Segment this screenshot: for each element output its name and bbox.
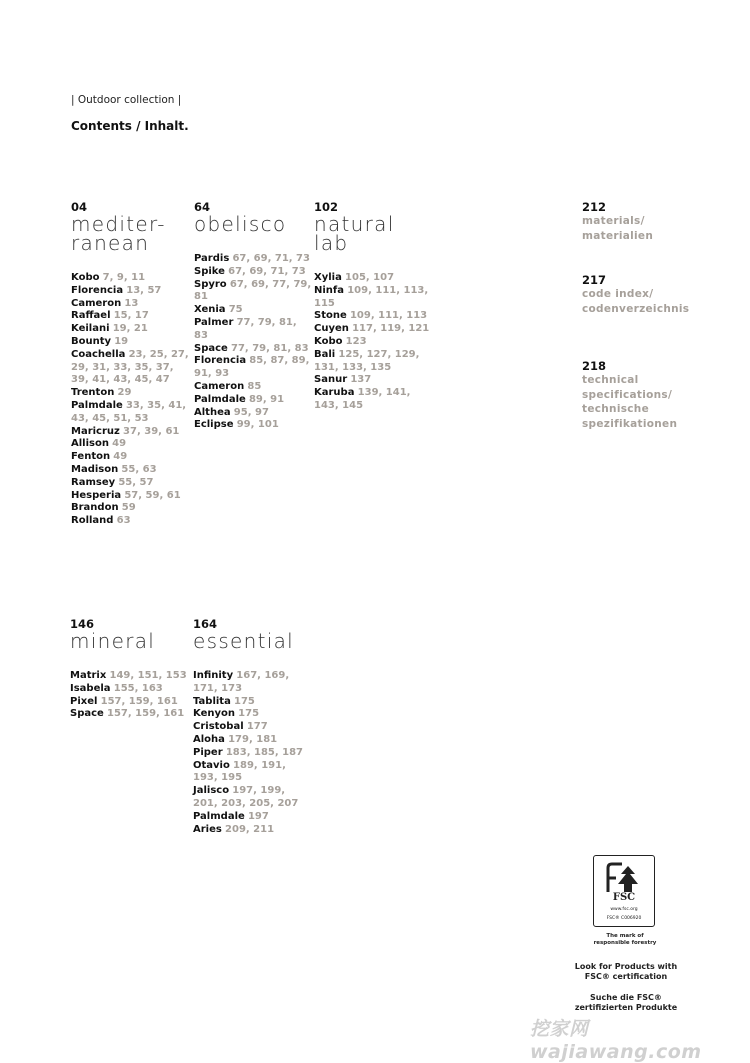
- list-item: [194, 266, 312, 279]
- list-item: [194, 317, 312, 343]
- list-item: [314, 387, 432, 413]
- product-list: [193, 670, 311, 836]
- page-numbers: 89, 91: [248, 393, 285, 405]
- section-number: 102: [314, 200, 339, 214]
- product-name: Coachella: [71, 348, 126, 360]
- list-item: [194, 381, 312, 394]
- page-numbers: 55, 57: [118, 476, 154, 488]
- page-numbers: 19, 21: [112, 323, 148, 335]
- product-name: Stone: [314, 310, 347, 322]
- product-list: [71, 272, 189, 528]
- list-item: [194, 304, 312, 317]
- list-item: [70, 670, 188, 683]
- list-item: [193, 721, 311, 734]
- product-name: Infinity: [193, 670, 234, 681]
- product-name: Keilani: [71, 323, 110, 335]
- list-item: [193, 708, 311, 721]
- collection-label: | Outdoor collection |: [71, 94, 182, 106]
- product-name: Florencia: [71, 284, 124, 296]
- list-item: [71, 426, 189, 439]
- product-list: [70, 670, 188, 721]
- section-mediterranean: [71, 201, 189, 528]
- list-item: [314, 323, 432, 336]
- section-number: 04: [71, 200, 88, 214]
- page-numbers: 183, 185, 187: [225, 746, 304, 758]
- list-item: [71, 400, 189, 426]
- page-numbers: 179, 181: [228, 733, 278, 745]
- product-name: Kobo: [71, 272, 100, 283]
- page-numbers: 63: [116, 515, 131, 527]
- sidebar-number: 218: [582, 359, 607, 373]
- product-name: Pardis: [194, 253, 230, 264]
- product-name: Cuyen: [314, 323, 349, 335]
- product-name: Xenia: [194, 304, 226, 316]
- product-list: [194, 253, 312, 432]
- list-item: [193, 811, 311, 824]
- product-name: Matrix: [70, 670, 107, 681]
- sidebar-technical-specs: [582, 360, 722, 431]
- page-numbers: 99, 101: [236, 419, 279, 431]
- section-number: 146: [70, 617, 95, 631]
- page-numbers: 85, 87, 89, 91, 93: [194, 355, 310, 380]
- product-name: Tablita: [193, 695, 231, 707]
- page-numbers: 49: [112, 438, 127, 450]
- page-numbers: 23, 25, 27, 29, 31, 33, 35, 37, 39, 41, 43, 45, 47: [71, 348, 189, 386]
- product-name: Trenton: [71, 387, 115, 399]
- product-name: Karuba: [314, 387, 355, 399]
- page-numbers: 123: [345, 335, 367, 347]
- product-name: Spyro: [194, 278, 227, 290]
- page-numbers: 7, 9, 11: [102, 272, 146, 283]
- page-numbers: 117, 119, 121: [352, 323, 430, 335]
- list-item: [193, 734, 311, 747]
- product-name: Bounty: [71, 335, 112, 347]
- product-name: Eclipse: [194, 419, 234, 431]
- page-numbers: 37, 39, 61: [123, 425, 180, 437]
- page-numbers: 33, 35, 41, 43, 45, 51, 53: [71, 399, 187, 424]
- list-item: [70, 696, 188, 709]
- list-item: [71, 451, 189, 464]
- page-numbers: 67, 69, 77, 79, 81: [194, 278, 312, 303]
- page-numbers: 109, 111, 113, 115: [314, 284, 429, 309]
- sidebar-materials: [582, 201, 722, 243]
- list-item: [314, 285, 432, 311]
- product-name: Cristobal: [193, 721, 244, 733]
- list-item: [70, 708, 188, 721]
- product-name: Bali: [314, 348, 336, 360]
- section-title: essential: [193, 629, 295, 653]
- list-item: [193, 824, 311, 837]
- product-name: Palmdale: [194, 393, 246, 405]
- list-item: [71, 349, 189, 387]
- product-name: Palmdale: [193, 810, 245, 822]
- product-name: Piper: [193, 746, 223, 758]
- list-item: [314, 272, 432, 285]
- page-numbers: 175: [238, 708, 260, 720]
- page-numbers: 109, 111, 113: [349, 310, 428, 322]
- sidebar-label: technical specifications/ technische spezifikationen: [582, 374, 678, 430]
- section-essential: [193, 618, 311, 836]
- product-name: Kenyon: [193, 708, 235, 720]
- list-item: [193, 785, 311, 811]
- fsc-note-en: Look for Products with FSC® certification: [574, 962, 678, 981]
- product-name: Cameron: [194, 380, 245, 392]
- page-numbers: 59: [121, 502, 136, 514]
- list-item: [194, 394, 312, 407]
- watermark: 挖家网 wajiawang.com: [530, 1018, 702, 1063]
- sidebar-number: 217: [582, 273, 607, 287]
- list-item: [194, 279, 312, 305]
- page-title: Contents / Inhalt.: [71, 119, 189, 133]
- page-numbers: 57, 59, 61: [124, 489, 181, 501]
- page-numbers: 29: [117, 387, 132, 399]
- list-item: [71, 272, 189, 285]
- product-name: Spike: [194, 265, 225, 277]
- product-name: Rolland: [71, 515, 114, 527]
- product-name: Aloha: [193, 733, 225, 745]
- section-natural-lab: [314, 201, 432, 413]
- product-name: Kobo: [314, 335, 343, 347]
- page-numbers: 15, 17: [113, 310, 149, 322]
- product-name: Hesperia: [71, 489, 122, 501]
- product-name: Isabela: [70, 682, 111, 694]
- section-number: 164: [193, 617, 218, 631]
- section-mineral: [70, 618, 188, 721]
- fsc-note-de: Suche die FSC® zertifizierten Produkte: [574, 993, 678, 1012]
- product-name: Palmer: [194, 316, 234, 328]
- page-numbers: 85: [247, 380, 262, 392]
- page-numbers: 175: [234, 695, 255, 707]
- list-item: [314, 310, 432, 323]
- list-item: [314, 374, 432, 387]
- page-numbers: 55, 63: [121, 463, 157, 475]
- list-item: [71, 323, 189, 336]
- fsc-logo: [593, 855, 655, 927]
- product-name: Space: [194, 342, 228, 354]
- product-name: Cameron: [71, 297, 122, 309]
- fsc-code: FSC® C006920: [606, 916, 642, 921]
- list-item: [71, 438, 189, 451]
- list-item: [70, 683, 188, 696]
- list-item: [71, 515, 189, 528]
- product-name: Ninfa: [314, 284, 345, 296]
- product-name: Otavio: [193, 759, 230, 771]
- product-name: Space: [70, 708, 104, 720]
- page-numbers: 209, 211: [225, 823, 275, 835]
- product-name: Raffael: [71, 310, 111, 322]
- page-numbers: 149, 151, 153: [109, 670, 187, 681]
- page-numbers: 67, 69, 71, 73: [232, 253, 310, 264]
- page-numbers: 157, 159, 161: [107, 708, 185, 720]
- product-name: Brandon: [71, 502, 119, 514]
- product-name: Pixel: [70, 695, 98, 707]
- list-item: [193, 747, 311, 760]
- product-name: Xylia: [314, 272, 342, 283]
- page-numbers: 197, 199, 201, 203, 205, 207: [193, 785, 299, 809]
- page-numbers: 77, 79, 81, 83: [231, 342, 309, 354]
- list-item: [193, 696, 311, 709]
- section-title: obelisco: [194, 212, 287, 236]
- list-item: [71, 285, 189, 298]
- product-name: Florencia: [194, 355, 247, 367]
- page-numbers: 137: [350, 374, 372, 386]
- list-item: [71, 387, 189, 400]
- page-numbers: 189, 191, 193, 195: [193, 759, 286, 784]
- section-title: mediter- ranean: [71, 212, 166, 255]
- product-name: Allison: [71, 438, 109, 450]
- page-numbers: 105, 107: [345, 272, 395, 283]
- page-numbers: 67, 69, 71, 73: [228, 265, 306, 277]
- page-numbers: 13: [124, 297, 139, 309]
- page-numbers: 177: [246, 721, 268, 733]
- list-item: [194, 355, 312, 381]
- list-item: [71, 502, 189, 515]
- product-name: Madison: [71, 463, 119, 475]
- product-name: Sanur: [314, 374, 348, 386]
- fsc-mark-text: The mark of responsible forestry: [593, 933, 657, 946]
- list-item: [71, 464, 189, 477]
- page-numbers: 75: [228, 304, 243, 316]
- list-item: [193, 760, 311, 786]
- page-numbers: 197: [247, 810, 269, 822]
- product-name: Aries: [193, 823, 222, 835]
- list-item: [71, 490, 189, 503]
- sidebar-code-index: [582, 274, 722, 316]
- product-name: Palmdale: [71, 399, 123, 411]
- product-list: [314, 272, 432, 413]
- fsc-site: www.fsc.org: [610, 907, 638, 912]
- product-name: Ramsey: [71, 476, 116, 488]
- list-item: [71, 336, 189, 349]
- sidebar-number: 212: [582, 200, 607, 214]
- page-numbers: 77, 79, 81, 83: [194, 316, 297, 341]
- product-name: Maricruz: [71, 425, 120, 437]
- page-numbers: 19: [114, 335, 129, 347]
- sidebar-label: code index/ codenverzeichnis: [582, 288, 690, 315]
- page-numbers: 167, 169, 171, 173: [193, 670, 290, 694]
- list-item: [314, 336, 432, 349]
- list-item: [194, 343, 312, 356]
- page-numbers: 13, 57: [126, 284, 162, 296]
- list-item: [71, 310, 189, 323]
- product-name: Althea: [194, 406, 231, 418]
- list-item: [71, 298, 189, 311]
- section-title: natural lab: [314, 212, 395, 255]
- list-item: [194, 407, 312, 420]
- product-name: Jalisco: [193, 785, 230, 797]
- list-item: [71, 477, 189, 490]
- list-item: [193, 670, 311, 696]
- list-item: [314, 349, 432, 375]
- sidebar-label: materials/ materialien: [582, 215, 654, 242]
- page-numbers: 155, 163: [113, 682, 163, 694]
- page-numbers: 95, 97: [233, 406, 269, 418]
- page-numbers: 139, 141, 143, 145: [314, 387, 411, 411]
- list-item: [194, 419, 312, 432]
- page-numbers: 49: [113, 451, 128, 463]
- section-number: 64: [194, 200, 211, 214]
- page-numbers: 125, 127, 129, 131, 133, 135: [314, 348, 420, 373]
- section-title: mineral: [70, 629, 156, 653]
- section-obelisco: [194, 201, 312, 432]
- list-item: [194, 253, 312, 266]
- fsc-logo-text: FSC: [612, 892, 636, 903]
- product-name: Fenton: [71, 451, 111, 463]
- page-numbers: 157, 159, 161: [100, 695, 178, 707]
